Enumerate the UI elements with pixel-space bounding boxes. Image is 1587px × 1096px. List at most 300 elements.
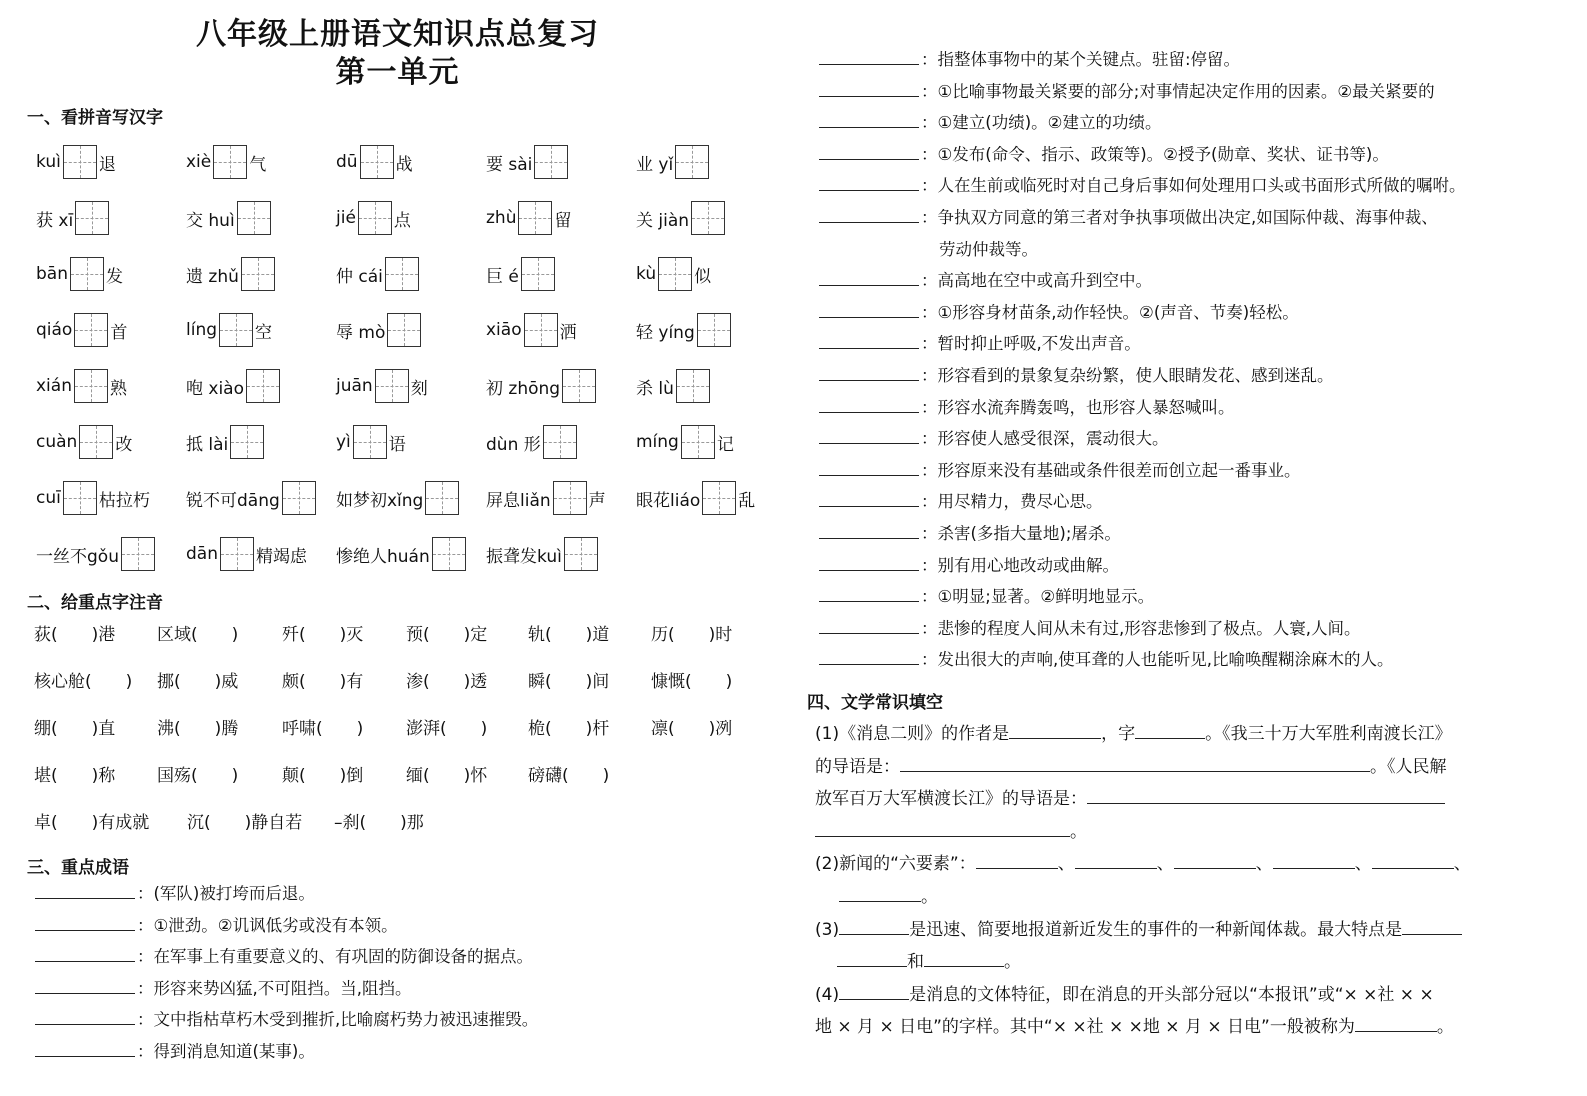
pinyin-item	[486, 534, 600, 574]
idiom-item	[819, 486, 1466, 518]
idiom-item	[819, 613, 1466, 645]
pinyin-prompt: 巨 é	[486, 266, 519, 287]
question-1-line2	[815, 751, 1515, 784]
pinyin-item	[336, 366, 428, 406]
answer-box[interactable]	[432, 537, 466, 571]
zhuyin-item[interactable]: 沉( )静自若	[187, 813, 303, 833]
zhuyin-item[interactable]: 颠( )倒	[282, 766, 364, 786]
pinyin-item	[36, 366, 127, 406]
idiom-definition: 劳动仲裁等。	[939, 239, 1038, 259]
zhuyin-row	[34, 716, 794, 763]
idiom-answer-blank[interactable]	[819, 486, 919, 507]
pinyin-item	[486, 366, 598, 406]
idiom-item	[819, 265, 1466, 297]
q4-text-a: (4)	[815, 984, 840, 1005]
section-2-title: 二、给重点字注音	[27, 593, 163, 613]
pinyin-prompt: kuì	[36, 152, 61, 172]
idiom-definition: ：争执双方同意的第三者对争执事项做出决定,如国际仲裁、海事仲裁、	[921, 207, 1438, 227]
idiom-definition: ：形容来势凶猛,不可阻挡。当,阻挡。	[137, 978, 412, 998]
pinyin-prompt: míng	[636, 432, 679, 452]
answer-box[interactable]	[219, 313, 253, 347]
answer-box[interactable]	[521, 257, 555, 291]
pinyin-prompt: dùn 形	[486, 434, 541, 455]
answer-box[interactable]	[282, 481, 316, 515]
pinyin-suffix: 熟	[109, 378, 127, 399]
separator: 、	[1453, 854, 1471, 875]
answer-box[interactable]	[658, 257, 692, 291]
zhuyin-item[interactable]: 瞬( )间	[528, 672, 610, 692]
answer-box[interactable]	[702, 481, 736, 515]
answer-blank[interactable]	[815, 816, 1070, 837]
answer-box[interactable]	[387, 313, 421, 347]
pinyin-prompt: cuī	[36, 488, 61, 508]
answer-box[interactable]	[246, 369, 280, 403]
answer-blank[interactable]	[924, 946, 1004, 967]
zhuyin-item[interactable]: 轨( )道	[528, 625, 610, 645]
idiom-definition: ：人在生前或临死时对自己身后事如何处理用口头或书面形式所做的嘱咐。	[921, 176, 1466, 196]
pinyin-prompt: 锐不可dāng	[186, 490, 280, 511]
pinyin-prompt: 要 sài	[486, 154, 533, 175]
idiom-item	[819, 644, 1466, 676]
pinyin-prompt: 抵 lài	[186, 434, 229, 455]
pinyin-row	[36, 142, 796, 198]
zhuyin-item[interactable]: 卓( )有成就	[34, 813, 150, 833]
pinyin-prompt: jié	[336, 208, 356, 228]
q1-text-c: 。《我三十万大军胜利南渡长江》	[1205, 724, 1452, 744]
idiom-item	[35, 1036, 538, 1068]
pinyin-item	[186, 310, 272, 350]
answer-blank[interactable]	[1402, 914, 1462, 935]
pinyin-item	[636, 254, 711, 294]
idiom-definition: ：得到消息知道(某事)。	[137, 1041, 315, 1061]
separator: 、	[1057, 854, 1075, 875]
idiom-definition: ：用尽精力，费尽心思。	[921, 492, 1103, 512]
pinyin-item	[636, 422, 734, 462]
pinyin-item	[636, 198, 727, 238]
idiom-answer-blank[interactable]	[819, 76, 919, 97]
answer-blank[interactable]	[1087, 783, 1445, 804]
zhuyin-item[interactable]: 绷( )直	[34, 719, 116, 739]
pinyin-item	[486, 478, 606, 518]
section-4-title: 四、文学常识填空	[807, 693, 943, 713]
q4-text-c: 地 × 月 × 日电”的字样。其中“× ×社 × ×地 × 月 × 日电”一般被称为	[815, 1017, 1355, 1038]
pinyin-prompt: qiáo	[36, 320, 73, 340]
answer-blank[interactable]	[1075, 848, 1157, 869]
pinyin-suffix: 声	[588, 490, 606, 511]
answer-box[interactable]	[75, 201, 109, 235]
pinyin-row	[36, 254, 796, 310]
answer-box[interactable]	[220, 537, 254, 571]
answer-blank[interactable]	[900, 751, 1370, 772]
idiom-definition: ：①形容身材苗条,动作轻快。②(声音、节奏)轻松。	[921, 302, 1299, 322]
idiom-answer-blank[interactable]	[35, 941, 135, 962]
pinyin-item	[336, 534, 468, 574]
pinyin-prompt: 屏息liǎn	[486, 490, 551, 511]
pinyin-prompt: 交 huì	[186, 210, 235, 231]
idiom-item	[819, 76, 1466, 108]
zhuyin-item[interactable]: 缅( )怀	[406, 766, 488, 786]
idiom-answer-blank[interactable]	[819, 613, 919, 634]
answer-box[interactable]	[553, 481, 587, 515]
pinyin-prompt: 业 yǐ	[636, 154, 674, 175]
idiom-definition: ：别有用心地改动或曲解。	[921, 555, 1119, 575]
pinyin-item	[336, 198, 411, 238]
answer-box[interactable]	[375, 369, 409, 403]
separator: 、	[1354, 854, 1372, 875]
pinyin-prompt: dū	[336, 152, 358, 172]
pinyin-item	[336, 478, 461, 518]
answer-box[interactable]	[564, 537, 598, 571]
pinyin-prompt: 一丝不gǒu	[36, 546, 119, 567]
pinyin-item	[36, 422, 132, 462]
pinyin-prompt: kù	[636, 264, 657, 284]
pinyin-item	[186, 534, 307, 574]
idiom-answer-blank[interactable]	[819, 644, 919, 665]
pinyin-prompt: xiāo	[486, 320, 522, 340]
answer-box[interactable]	[74, 313, 108, 347]
answer-blank[interactable]	[1355, 1011, 1437, 1032]
pinyin-prompt: 轻 yíng	[636, 322, 695, 343]
pinyin-suffix: 点	[393, 210, 411, 231]
answer-box[interactable]	[353, 425, 387, 459]
pinyin-prompt: xiè	[186, 152, 212, 172]
pinyin-suffix: 乱	[738, 490, 756, 511]
pinyin-prompt: 振聋发kuì	[486, 546, 562, 567]
answer-box[interactable]	[74, 369, 108, 403]
idiom-answer-blank[interactable]	[819, 107, 919, 128]
pinyin-item	[336, 422, 406, 462]
idiom-answer-blank[interactable]	[819, 423, 919, 444]
pinyin-item	[186, 422, 266, 462]
idiom-definition: ：(军队)被打垮而后退。	[137, 884, 315, 903]
pinyin-suffix: 改	[115, 434, 133, 455]
pinyin-prompt: 杀 lù	[636, 378, 674, 399]
question-3-line2	[815, 946, 1515, 979]
pinyin-prompt: xián	[36, 376, 72, 396]
answer-blank[interactable]	[1009, 718, 1101, 739]
zhuyin-item[interactable]: –刹( )那	[334, 813, 424, 833]
answer-box[interactable]	[425, 481, 459, 515]
title-main: 八年级上册语文知识点总复习	[196, 17, 599, 52]
pinyin-suffix: 空	[255, 322, 273, 343]
pinyin-item	[636, 366, 712, 406]
idiom-item	[819, 360, 1466, 392]
idiom-answer-blank[interactable]	[819, 202, 919, 223]
question-1	[815, 718, 1515, 751]
idiom-list-right	[819, 44, 1466, 676]
pinyin-prompt: 初 zhōng	[486, 378, 561, 399]
pinyin-item	[636, 310, 733, 350]
zhuyin-grid	[34, 622, 794, 857]
idiom-answer-blank[interactable]	[819, 265, 919, 286]
pinyin-item	[36, 198, 111, 238]
zhuyin-item[interactable]: 核心舱( )	[34, 672, 133, 692]
zhuyin-item[interactable]: 堪( )称	[34, 766, 116, 786]
idiom-item	[35, 878, 538, 910]
idiom-item	[819, 455, 1466, 487]
idiom-answer-blank[interactable]	[819, 581, 919, 602]
pinyin-item	[36, 254, 123, 294]
idiom-item	[35, 973, 538, 1005]
idiom-definition: ：①泄劲。②讥讽低劣或没有本领。	[137, 915, 398, 935]
answer-box[interactable]	[675, 145, 709, 179]
pinyin-prompt: 遗 zhǔ	[186, 266, 239, 287]
zhuyin-item[interactable]: 澎湃( )	[406, 719, 488, 739]
answer-blank[interactable]	[1174, 848, 1256, 869]
pinyin-prompt: zhù	[486, 208, 517, 228]
idiom-item	[819, 423, 1466, 455]
pinyin-suffix: 留	[554, 210, 572, 231]
idiom-answer-blank[interactable]	[35, 1036, 135, 1057]
idiom-definition: ：悲惨的程度人间从未有过,形容悲惨到了极点。人寰,人间。	[921, 618, 1361, 638]
pinyin-prompt: 仲 cái	[336, 266, 383, 287]
answer-box[interactable]	[237, 201, 271, 235]
idiom-item	[819, 107, 1466, 139]
idiom-answer-blank[interactable]	[819, 518, 919, 539]
answer-box[interactable]	[385, 257, 419, 291]
pinyin-suffix: 似	[694, 266, 712, 287]
idiom-definition: ：①比喻事物最关紧要的部分;对事情起决定作用的因素。②最关紧要的	[921, 81, 1435, 101]
pinyin-row	[36, 422, 796, 478]
idiom-item	[819, 328, 1466, 360]
zhuyin-item[interactable]: 歼( )灭	[282, 625, 364, 645]
q1-text-f: 放军百万大军横渡长江》的导语是：	[815, 789, 1087, 810]
idiom-answer-blank[interactable]	[35, 973, 135, 994]
idiom-answer-blank[interactable]	[819, 328, 919, 349]
question-4-line2	[815, 1011, 1515, 1044]
pinyin-item	[336, 254, 421, 294]
question-1-line3	[815, 783, 1515, 816]
answer-box[interactable]	[681, 425, 715, 459]
answer-box[interactable]	[518, 201, 552, 235]
idiom-definition: ：①发布(命令、指示、政策等)。②授予(勋章、奖状、证书等)。	[921, 144, 1389, 164]
q1-text-d: 的导语是：	[815, 756, 900, 777]
zhuyin-item[interactable]: 国殇( )	[157, 766, 239, 786]
answer-blank[interactable]	[976, 848, 1058, 869]
q1-text-b: ，字	[1101, 724, 1136, 744]
page-title	[0, 16, 795, 92]
pinyin-suffix: 气	[249, 154, 267, 175]
pinyin-prompt: 咆 xiào	[186, 378, 245, 399]
pinyin-item	[186, 478, 318, 518]
zhuyin-row	[34, 669, 794, 716]
pinyin-prompt: dān	[186, 544, 218, 564]
idiom-item	[35, 941, 538, 973]
zhuyin-row	[34, 622, 794, 669]
separator: 、	[1156, 854, 1174, 875]
pinyin-grid	[36, 142, 796, 590]
answer-box[interactable]	[241, 257, 275, 291]
idiom-definition: ：指整体事物中的某个关键点。驻留:停留。	[921, 50, 1241, 69]
zhuyin-item[interactable]: 荻( )港	[34, 625, 116, 645]
zhuyin-item[interactable]: 慷慨( )	[651, 672, 733, 692]
pinyin-item	[186, 366, 282, 406]
pinyin-item	[186, 198, 273, 238]
pinyin-suffix: 记	[716, 434, 734, 455]
idiom-answer-blank[interactable]	[819, 297, 919, 318]
idiom-definition: ：形容原来没有基础或条件很差而创立起一番事业。	[921, 460, 1301, 480]
answer-box[interactable]	[562, 369, 596, 403]
idiom-item	[819, 392, 1466, 424]
pinyin-item	[486, 198, 571, 238]
idiom-item	[819, 581, 1466, 613]
pinyin-suffix: 语	[388, 434, 406, 455]
q2-end: 。	[921, 886, 938, 907]
idiom-answer-blank[interactable]	[819, 455, 919, 476]
section-1-title: 一、看拼音写汉字	[27, 108, 163, 128]
idiom-definition: ：形容使人感受很深，震动很大。	[921, 429, 1169, 449]
pinyin-suffix: 战	[395, 154, 413, 175]
pinyin-suffix: 发	[105, 266, 123, 287]
answer-box[interactable]	[70, 257, 104, 291]
q3-text-b: 是迅速、简要地报道新近发生的事件的一种新闻体裁。最大特点是	[909, 919, 1403, 940]
answer-box[interactable]	[360, 145, 394, 179]
answer-box[interactable]	[63, 481, 97, 515]
answer-blank[interactable]	[1273, 848, 1355, 869]
answer-blank[interactable]	[1135, 718, 1205, 739]
pinyin-item	[186, 254, 277, 294]
pinyin-prompt: cuàn	[36, 432, 78, 452]
answer-box[interactable]	[63, 145, 97, 179]
idiom-definition: ：暂时抑止呼吸,不发出声音。	[921, 334, 1141, 354]
idiom-list-left	[35, 878, 538, 1068]
idiom-definition: ：发出很大的声响,使耳聋的人也能听见,比喻唤醒糊涂麻木的人。	[921, 650, 1394, 670]
zhuyin-item[interactable]: 预( )定	[406, 625, 488, 645]
pinyin-item	[186, 142, 266, 182]
answer-box[interactable]	[691, 201, 725, 235]
literature-fill-in	[815, 718, 1515, 1044]
pinyin-suffix: 精竭虑	[255, 546, 307, 567]
pinyin-item	[486, 310, 577, 350]
idiom-answer-blank[interactable]	[819, 139, 919, 160]
pinyin-suffix: 刻	[410, 378, 428, 399]
zhuyin-item[interactable]: 磅礴( )	[528, 766, 610, 786]
pinyin-row	[36, 366, 796, 422]
pinyin-prompt: 眼花liáo	[636, 490, 701, 511]
pinyin-item	[36, 534, 157, 574]
answer-box[interactable]	[358, 201, 392, 235]
q3-end: 。	[1004, 952, 1021, 973]
pinyin-item	[486, 142, 570, 182]
answer-box[interactable]	[697, 313, 731, 347]
idiom-definition: ：杀害(多指大量地);屠杀。	[921, 523, 1121, 543]
pinyin-prompt: juān	[336, 376, 373, 396]
idiom-answer-blank[interactable]	[819, 360, 919, 381]
idiom-item	[35, 1004, 538, 1036]
pinyin-suffix: 首	[110, 322, 128, 343]
answer-blank[interactable]	[1372, 848, 1454, 869]
idiom-definition: ：形容水流奔腾轰鸣，也形容人暴怒喊叫。	[921, 397, 1235, 417]
zhuyin-item[interactable]: 呼啸( )	[282, 719, 364, 739]
q3-text-a: (3)	[815, 919, 840, 940]
answer-box[interactable]	[543, 425, 577, 459]
pinyin-item	[486, 422, 579, 462]
question-2	[815, 848, 1515, 881]
pinyin-item	[636, 142, 711, 182]
answer-box[interactable]	[230, 425, 264, 459]
answer-box[interactable]	[213, 145, 247, 179]
idiom-answer-blank[interactable]	[819, 170, 919, 191]
answer-blank[interactable]	[839, 914, 909, 935]
idiom-answer-blank[interactable]	[819, 44, 919, 65]
q1-text-g: 。	[1070, 821, 1087, 842]
idiom-answer-blank[interactable]	[819, 392, 919, 413]
idiom-definition: ：形容看到的景象复杂纷繁，使人眼睛发花、感到迷乱。	[921, 365, 1334, 385]
pinyin-item	[336, 142, 413, 182]
zhuyin-item[interactable]: 渗( )透	[406, 672, 488, 692]
idiom-definition: ：①明显;显著。②鲜明地显示。	[921, 587, 1155, 607]
pinyin-row	[36, 478, 796, 534]
idiom-answer-blank[interactable]	[35, 878, 135, 899]
idiom-item	[819, 44, 1466, 76]
q1-text-a: (1)《消息二则》的作者是	[815, 724, 1010, 744]
answer-blank[interactable]	[837, 946, 907, 967]
section-3-title: 三、重点成语	[27, 858, 129, 878]
pinyin-prompt: 获 xī	[36, 210, 74, 231]
pinyin-suffix: 洒	[559, 322, 577, 343]
zhuyin-row	[34, 763, 794, 810]
pinyin-prompt: 如梦初xǐng	[336, 490, 424, 511]
idiom-item	[35, 910, 538, 942]
pinyin-item	[636, 478, 755, 518]
zhuyin-item[interactable]: 历( )时	[651, 625, 733, 645]
pinyin-row	[36, 534, 796, 590]
pinyin-item	[486, 254, 557, 294]
answer-box[interactable]	[79, 425, 113, 459]
pinyin-prompt: 惨绝人huán	[336, 546, 430, 567]
pinyin-row	[36, 310, 796, 366]
zhuyin-item[interactable]: 区域( )	[157, 625, 239, 645]
idiom-item	[819, 139, 1466, 171]
pinyin-item	[36, 142, 116, 182]
zhuyin-item[interactable]: 挪( )威	[157, 672, 239, 692]
zhuyin-item[interactable]: 颇( )有	[282, 672, 364, 692]
zhuyin-item[interactable]: 桅( )杆	[528, 719, 610, 739]
pinyin-prompt: 关 jiàn	[636, 210, 690, 231]
answer-box[interactable]	[524, 313, 558, 347]
pinyin-prompt: líng	[186, 320, 218, 340]
question-1-line4	[815, 816, 1515, 849]
zhuyin-item[interactable]: 沸( )腾	[157, 719, 239, 739]
answer-box[interactable]	[121, 537, 155, 571]
answer-blank[interactable]	[839, 979, 909, 1000]
pinyin-suffix: 退	[98, 154, 116, 175]
idiom-definition-continued	[819, 234, 1466, 266]
q4-end: 。	[1436, 1017, 1454, 1038]
answer-blank[interactable]	[839, 881, 921, 902]
idiom-item	[819, 202, 1466, 234]
idiom-item	[819, 170, 1466, 202]
q4-text-b: 是消息的文体特征，即在消息的开头部分冠以“本报讯”或“× ×社 × ×	[909, 984, 1434, 1005]
question-4	[815, 979, 1515, 1012]
answer-box[interactable]	[534, 145, 568, 179]
pinyin-prompt: yì	[336, 432, 351, 452]
idiom-item	[819, 550, 1466, 582]
idiom-item	[819, 518, 1466, 550]
pinyin-item	[36, 478, 150, 518]
idiom-item	[819, 297, 1466, 329]
idiom-answer-blank[interactable]	[35, 910, 135, 931]
answer-box[interactable]	[676, 369, 710, 403]
idiom-answer-blank[interactable]	[819, 550, 919, 571]
q1-text-e: 。《人民解	[1370, 756, 1447, 777]
q2-text: (2)新闻的“六要素”：	[815, 854, 976, 875]
zhuyin-item[interactable]: 凛( )冽	[651, 719, 733, 739]
pinyin-prompt: bān	[36, 264, 68, 284]
idiom-answer-blank[interactable]	[35, 1004, 135, 1025]
pinyin-row	[36, 198, 796, 254]
zhuyin-row	[34, 810, 794, 857]
